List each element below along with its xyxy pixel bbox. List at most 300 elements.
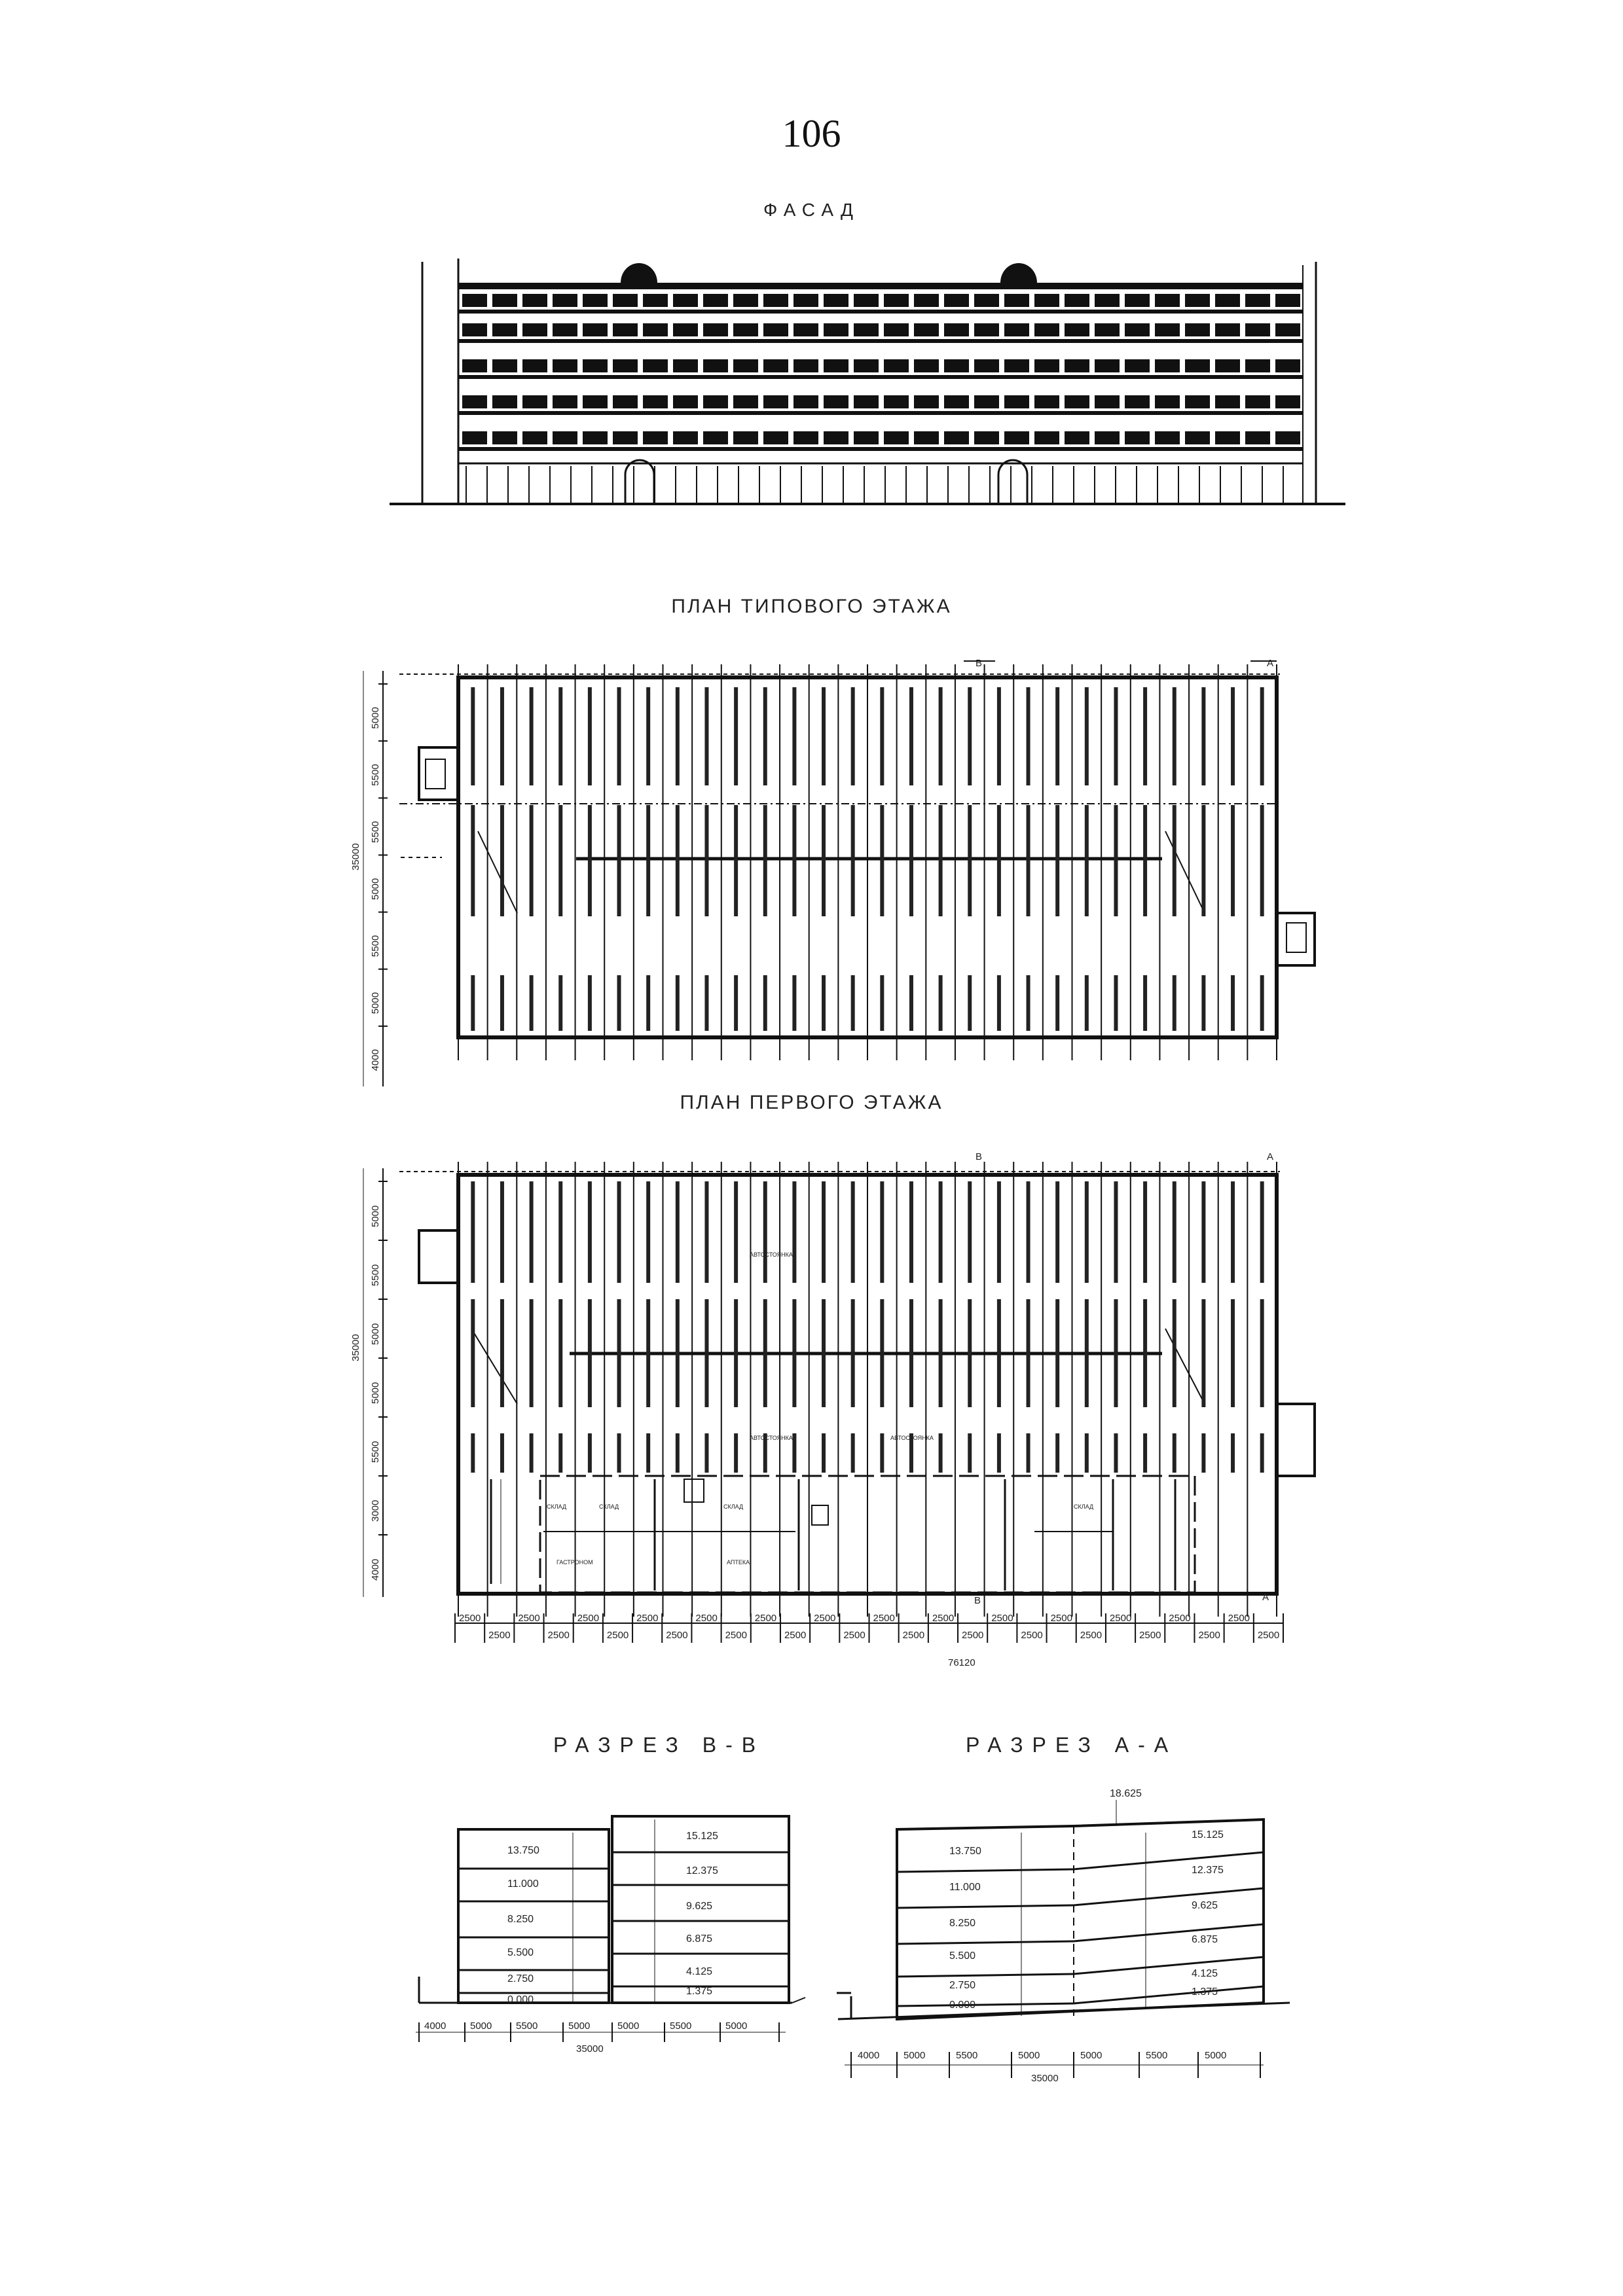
window [613, 323, 638, 336]
depth-dimension: 4000 [370, 1049, 381, 1071]
partition-wall [1143, 1299, 1147, 1407]
window [1034, 431, 1059, 444]
window [613, 359, 638, 372]
window [1215, 323, 1240, 336]
bay-dimension: 2500 [1109, 1613, 1132, 1624]
window [944, 323, 969, 336]
window [673, 359, 698, 372]
partition-wall [588, 687, 592, 785]
partition-wall [1173, 1299, 1176, 1407]
roof-dome-right [1000, 263, 1037, 283]
partition-wall [500, 1433, 504, 1473]
partition-wall [880, 687, 884, 785]
window [462, 294, 487, 307]
window [1004, 323, 1029, 336]
window [1185, 431, 1210, 444]
window [1275, 431, 1300, 444]
window [492, 395, 517, 408]
window [854, 395, 879, 408]
window [974, 323, 999, 336]
partition-wall [646, 687, 650, 785]
partition-wall [471, 1181, 475, 1283]
partition-wall [704, 1299, 708, 1407]
window [1215, 431, 1240, 444]
window [1004, 359, 1029, 372]
bay-dimension: 2500 [695, 1613, 718, 1624]
partition-wall [530, 687, 534, 785]
window [1275, 294, 1300, 307]
partition-wall [500, 687, 504, 785]
window [824, 395, 848, 408]
floor-slab [1074, 1888, 1264, 1905]
window [974, 294, 999, 307]
window [522, 431, 547, 444]
partition-wall [704, 687, 708, 785]
window [1095, 395, 1120, 408]
bay-dimension: 2500 [488, 1630, 511, 1641]
window [914, 395, 939, 408]
elevation-mark: 2.750 [949, 1980, 976, 1991]
partition-wall [1085, 1433, 1089, 1473]
depth-dimension: 5000 [370, 1205, 381, 1227]
partition-wall [1055, 805, 1059, 916]
partition-wall [851, 1181, 855, 1283]
partition-wall [676, 975, 680, 1031]
partition-wall [646, 805, 650, 916]
window [733, 431, 758, 444]
elevation-mark: 1.375 [1192, 1986, 1218, 1998]
partition-wall [909, 687, 913, 785]
section-a-a [837, 1788, 1290, 2084]
section-dimension: 5500 [516, 2020, 538, 2032]
partition-wall [646, 975, 650, 1031]
window [1004, 431, 1029, 444]
partition-wall [1173, 1181, 1176, 1283]
elevation-mark: 4.125 [1192, 1968, 1218, 1979]
partition-wall [558, 1433, 562, 1473]
depth-dimension: 5000 [370, 1323, 381, 1345]
window [1034, 395, 1059, 408]
partition-wall [1173, 1433, 1176, 1473]
partition-wall [792, 1299, 796, 1407]
depth-dimension: 5500 [370, 821, 381, 843]
partition-wall [1201, 1181, 1205, 1283]
partition-wall [1143, 1181, 1147, 1283]
partition-wall [1173, 687, 1176, 785]
partition-wall [851, 805, 855, 916]
partition-wall [1260, 1181, 1264, 1283]
partition-wall [1027, 1433, 1030, 1473]
window [583, 395, 608, 408]
partition-wall [734, 1181, 738, 1283]
partition-wall [1231, 1433, 1235, 1473]
window [1185, 395, 1210, 408]
window [613, 294, 638, 307]
floor-slab [897, 1869, 1074, 1872]
window [522, 294, 547, 307]
window [1065, 431, 1089, 444]
depth-dimension: 5000 [370, 707, 381, 729]
window [522, 323, 547, 336]
partition-wall [471, 1433, 475, 1473]
partition-wall [500, 805, 504, 916]
facade-caption: ФАСАД [763, 200, 860, 220]
partition-wall [1173, 805, 1176, 916]
partition-wall [500, 975, 504, 1031]
partition-wall [617, 805, 621, 916]
section-mark-b: В [976, 658, 983, 669]
partition-wall [530, 1433, 534, 1473]
partition-wall [851, 687, 855, 785]
window [553, 294, 577, 307]
room-label: АВТОСТОЯНКА [750, 1435, 793, 1441]
window [1275, 323, 1300, 336]
window [793, 294, 818, 307]
partition-wall [763, 1299, 767, 1407]
elevation-mark: 9.625 [1192, 1900, 1218, 1911]
partition-wall [968, 975, 972, 1031]
window [673, 323, 698, 336]
balcony-slab [458, 310, 1303, 314]
partition-wall [880, 1299, 884, 1407]
floor-slab [1074, 1924, 1264, 1941]
window [1155, 323, 1180, 336]
page-number: 106 [782, 112, 841, 155]
bay-dimension: 2500 [843, 1630, 866, 1641]
partition-wall [676, 1433, 680, 1473]
window [703, 431, 728, 444]
partition-wall [558, 1299, 562, 1407]
section-dimension: 5000 [568, 2020, 591, 2032]
partition-wall [1085, 1299, 1089, 1407]
room-label: СКЛАД [547, 1503, 567, 1510]
partition-wall [1114, 805, 1118, 916]
partition-wall [880, 1181, 884, 1283]
partition-wall [676, 805, 680, 916]
window [944, 395, 969, 408]
window [1155, 294, 1180, 307]
balcony-slab [458, 375, 1303, 379]
partition-wall [588, 1181, 592, 1283]
first-floor-plan [350, 1151, 1315, 1668]
section-mark-b-bottom: В [974, 1595, 981, 1606]
entrance-arch-right [998, 460, 1027, 504]
bay-dimension: 2500 [814, 1613, 836, 1624]
elevation-mark: 6.875 [686, 1933, 713, 1945]
partition-wall [1143, 805, 1147, 916]
partition-wall [880, 975, 884, 1031]
window [522, 359, 547, 372]
depth-dimension: 5500 [370, 1441, 381, 1463]
room-label: АВТОСТОЯНКА [890, 1435, 934, 1441]
window [1155, 359, 1180, 372]
window [733, 395, 758, 408]
floor-slab [897, 1941, 1074, 1944]
partition-wall [1085, 975, 1089, 1031]
window [824, 359, 848, 372]
depth-dimension: 5000 [370, 1382, 381, 1404]
bay-dimension: 2500 [636, 1613, 659, 1624]
window [914, 359, 939, 372]
partition-wall [1027, 687, 1030, 785]
bay-dimension: 2500 [784, 1630, 807, 1641]
depth-dimension: 3000 [370, 1499, 381, 1522]
window [1034, 359, 1059, 372]
room-label: АВТОСТОЯНКА [750, 1251, 793, 1258]
depth-dimension: 5500 [370, 935, 381, 958]
window [733, 294, 758, 307]
window [763, 431, 788, 444]
partition-wall [968, 1181, 972, 1283]
window [1065, 323, 1089, 336]
partition-wall [646, 1299, 650, 1407]
partition-wall [1055, 687, 1059, 785]
bay-dimension: 2500 [873, 1613, 895, 1624]
partition-wall [1231, 687, 1235, 785]
bay-dimension: 2500 [1050, 1613, 1072, 1624]
window [1215, 359, 1240, 372]
window [492, 294, 517, 307]
window [462, 395, 487, 408]
partition-wall [588, 805, 592, 916]
stair-core-left [419, 1230, 458, 1283]
window [793, 323, 818, 336]
elevation-mark: 9.625 [686, 1901, 713, 1912]
facade-elevation [390, 259, 1345, 504]
window [1215, 395, 1240, 408]
window [1004, 294, 1029, 307]
section-dimension: 5000 [470, 2020, 492, 2032]
partition-wall [939, 1181, 943, 1283]
window [1095, 431, 1120, 444]
window [944, 359, 969, 372]
section-dimension: 5000 [903, 2050, 926, 2061]
section-b-b [416, 1816, 805, 2054]
partition-wall [997, 1299, 1001, 1407]
elevation-mark: 15.125 [1192, 1829, 1224, 1840]
partition-wall [763, 687, 767, 785]
window [793, 431, 818, 444]
window [673, 294, 698, 307]
top-elevation: 18.625 [1110, 1788, 1142, 1799]
window [703, 294, 728, 307]
window [492, 359, 517, 372]
total-length: 76120 [948, 1657, 976, 1668]
window [824, 431, 848, 444]
window [1245, 395, 1270, 408]
partition-wall [968, 687, 972, 785]
elevation-mark: 12.375 [1192, 1865, 1224, 1876]
partition-wall [704, 805, 708, 916]
window [1125, 323, 1150, 336]
partition-wall [1201, 1299, 1205, 1407]
partition-wall [909, 975, 913, 1031]
partition-wall [530, 975, 534, 1031]
window [703, 395, 728, 408]
depth-dimension: 5000 [370, 878, 381, 900]
partition-wall [822, 687, 826, 785]
window [553, 323, 577, 336]
bay-dimension: 2500 [1139, 1630, 1161, 1641]
bay-dimension: 2500 [459, 1613, 481, 1624]
window [793, 395, 818, 408]
window [1034, 294, 1059, 307]
bay-dimension: 2500 [902, 1630, 925, 1641]
section-mark-a: А [1267, 1151, 1274, 1162]
partition-wall [676, 1299, 680, 1407]
partition-wall [763, 805, 767, 916]
partition-wall [1231, 1181, 1235, 1283]
partition-wall [1143, 1433, 1147, 1473]
window [1065, 359, 1089, 372]
bay-dimension: 2500 [518, 1613, 540, 1624]
window [673, 431, 698, 444]
bay-dimension: 2500 [606, 1630, 629, 1641]
section-mark-a: А [1267, 658, 1274, 669]
elevation-mark: 0.000 [949, 2000, 976, 2011]
depth-dimension: 5000 [370, 992, 381, 1014]
section-dimension: 4000 [858, 2050, 880, 2061]
window [492, 431, 517, 444]
partition-wall [851, 1299, 855, 1407]
partition-wall [676, 1181, 680, 1283]
window [824, 323, 848, 336]
partition-wall [997, 1433, 1001, 1473]
room-label: СКЛАД [1074, 1503, 1094, 1510]
partition-wall [909, 805, 913, 916]
window [673, 395, 698, 408]
partition-wall [704, 975, 708, 1031]
room-label: СКЛАД [599, 1503, 619, 1510]
room-label: СКЛАД [723, 1503, 744, 1510]
partition-wall [617, 1433, 621, 1473]
window [884, 359, 909, 372]
bay-dimension: 2500 [1228, 1613, 1250, 1624]
partition-wall [1201, 975, 1205, 1031]
window [854, 431, 879, 444]
partition-wall [588, 975, 592, 1031]
elevation-mark: 11.000 [507, 1878, 539, 1890]
section-mark-b: В [976, 1151, 983, 1162]
partition-wall [500, 1299, 504, 1407]
floor-slab [897, 1905, 1074, 1908]
partition-wall [1260, 805, 1264, 916]
section-dimension: 5000 [1205, 2050, 1227, 2061]
partition-wall [646, 1433, 650, 1473]
partition-wall [792, 1181, 796, 1283]
elevation-mark: 11.000 [949, 1882, 981, 1893]
partition-wall [646, 1181, 650, 1283]
first-floor-caption: ПЛАН ПЕРВОГО ЭТАЖА [680, 1092, 943, 1113]
window [793, 359, 818, 372]
partition-wall [1114, 687, 1118, 785]
window [1185, 323, 1210, 336]
window [553, 431, 577, 444]
partition-wall [734, 1433, 738, 1473]
elevation-mark: 8.250 [507, 1914, 534, 1925]
elevation-mark: 0.000 [507, 1994, 534, 2005]
balcony-slab [458, 411, 1303, 415]
partition-wall [588, 1433, 592, 1473]
window [854, 294, 879, 307]
window [703, 323, 728, 336]
partition-wall [822, 975, 826, 1031]
roof-dome-left [621, 263, 657, 283]
partition-wall [704, 1181, 708, 1283]
partition-wall [500, 1181, 504, 1283]
balcony-slab [458, 339, 1303, 343]
window [583, 431, 608, 444]
partition-wall [1143, 687, 1147, 785]
stair-core-right [1277, 913, 1315, 965]
partition-wall [1085, 805, 1089, 916]
partition-wall [909, 1181, 913, 1283]
partition-wall [471, 1299, 475, 1407]
window [914, 294, 939, 307]
partition-wall [851, 1433, 855, 1473]
partition-wall [1085, 687, 1089, 785]
partition-wall [617, 975, 621, 1031]
partition-wall [880, 805, 884, 916]
partition-wall [939, 1433, 943, 1473]
window [553, 359, 577, 372]
bay-dimension: 2500 [725, 1630, 747, 1641]
partition-wall [792, 975, 796, 1031]
section-total: 35000 [576, 2043, 604, 2054]
section-dimension: 5000 [1018, 2050, 1040, 2061]
section-dimension: 5500 [956, 2050, 978, 2061]
window [763, 395, 788, 408]
partition-wall [530, 1181, 534, 1283]
window [884, 294, 909, 307]
section-dimension: 5000 [725, 2020, 748, 2032]
window [583, 323, 608, 336]
bay-dimension: 2500 [962, 1630, 984, 1641]
partition-wall [530, 1299, 534, 1407]
partition-wall [1027, 1181, 1030, 1283]
depth-dimension: 5500 [370, 764, 381, 786]
elevation-mark: 4.125 [686, 1966, 713, 1977]
partition-wall [588, 1299, 592, 1407]
window [944, 294, 969, 307]
partition-wall [471, 975, 475, 1031]
partition-wall [939, 1299, 943, 1407]
partition-wall [471, 805, 475, 916]
window [1125, 359, 1150, 372]
room-label: АПТЕКА [727, 1559, 750, 1566]
window [522, 395, 547, 408]
partition-wall [734, 687, 738, 785]
bay-dimension: 2500 [547, 1630, 570, 1641]
window [763, 294, 788, 307]
partition-wall [997, 975, 1001, 1031]
partition-wall [1231, 1299, 1235, 1407]
window [1125, 431, 1150, 444]
partition-wall [939, 975, 943, 1031]
window [613, 395, 638, 408]
floor-slab [1074, 1986, 1264, 2003]
section-dimension: 5500 [1146, 2050, 1168, 2061]
partition-wall [1260, 1299, 1264, 1407]
partition-wall [617, 687, 621, 785]
plan-total-depth: 35000 [350, 1334, 361, 1361]
bay-dimension: 2500 [577, 1613, 600, 1624]
partition-wall [968, 805, 972, 916]
window [1065, 294, 1089, 307]
section-mark-a-bottom: А [1262, 1592, 1269, 1603]
partition-wall [558, 687, 562, 785]
window [854, 323, 879, 336]
